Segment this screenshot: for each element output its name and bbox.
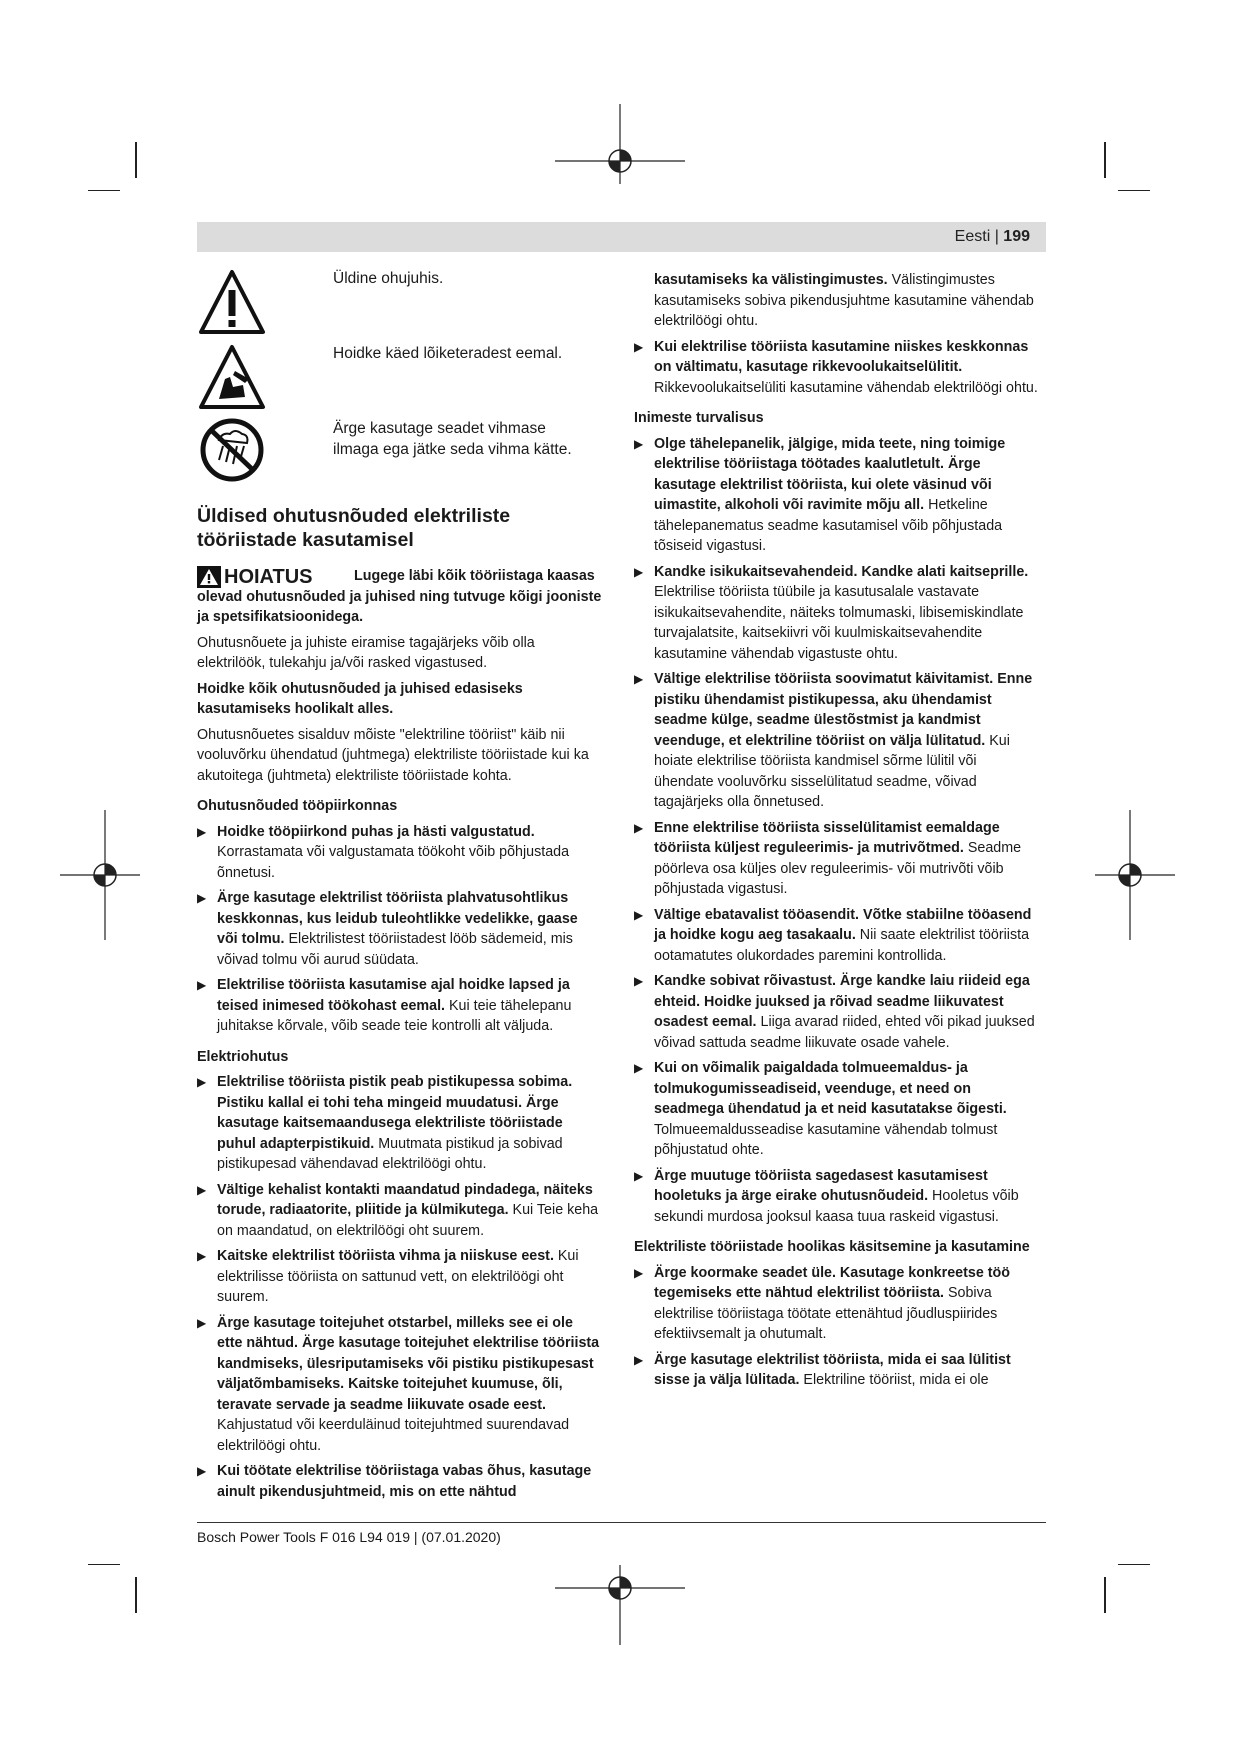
warning-block [197, 566, 602, 628]
bullet-arrow-icon: ▶ [634, 339, 644, 354]
subheading: Ohutusnõuded tööpiirkonnas [197, 798, 398, 814]
bullet-item [634, 337, 1039, 399]
bullet-item [634, 971, 1039, 1053]
bullet-arrow-icon: ▶ [197, 1182, 207, 1197]
symbol-text: Üldine ohujuhis. [333, 270, 444, 287]
bullet-text: Tolmueemaldusseadise kasutamine vähendab tolmust põhjustatud ohte. [654, 1121, 998, 1158]
right-column [634, 270, 1039, 1396]
bullet-text: Kui elektrilisse tööriista on sattunud vett, on elektrilöögi oht suurem. [217, 1248, 579, 1305]
bullet-text: Elektrilise tööriista tüübile ja kasutusalale vastavate isikukaitsevahendite, näiteks tolmumaski, libisemiskindlate turvajalatsite, kaitsekiivri või kuulmiskaitsevahendite kasutamine vähendab vigastuste ohtu. [654, 584, 1024, 662]
bullet-text: Hooletus võib sekundi murdosa jooksul kaasa tuua raskeid vigastusi. [654, 1188, 1019, 1225]
bullet-bold: Olge tähelepanelik, jälgige, mida teete, ning toimige elektrilise tööriistaga töötades kaalutletult. Ärge kasutage elektrilist tööriista, kui olete väsinud või uimastite, alkoholi või ravimite mõju all. [654, 435, 1006, 513]
bullet-bold: Kandke isikukaitsevahendeid. Kandke alati kaitseprille. [654, 563, 1029, 580]
bullet-text: Elektriline tööriist, mida ei ole [799, 1372, 989, 1388]
crop-mark [1118, 1564, 1150, 1565]
bullet-item [197, 888, 602, 970]
bullet-item [197, 1246, 602, 1308]
crop-mark [88, 1564, 120, 1565]
bullet-bold: Vältige kehalist kontakti maandatud pindadega, näiteks torude, radiaatorite, pliitide ja külmikutega. [217, 1181, 593, 1218]
bullet-arrow-icon: ▶ [197, 1464, 207, 1478]
bullet-text: Korrastamata või valgustamata töökoht võib põhjustada õnnetusi. [217, 844, 570, 881]
bullet-list [634, 1263, 1039, 1391]
bullet-item [634, 1166, 1039, 1228]
bullet-bold: Kandke sobivat rõivastust. Ärge kandke laiu riideid ega ehteid. Hoidke juuksed ja rõivad seadme liikuvatest osadest eemal. [654, 973, 1030, 1030]
symbol-text: Hoidke käed lõiketeradest eemal. [333, 345, 563, 362]
bullet-item [634, 669, 1039, 813]
bullet-bold: Hoidke tööpiirkond puhas ja hästi valgustatud. [217, 823, 535, 840]
bullet-list [634, 434, 1039, 1228]
bullet-arrow-icon: ▶ [634, 974, 644, 988]
bullet-text: Muutmata pistikud ja sobivad pistikupesad vähendavad elektrilöögi ohtu. [217, 1135, 563, 1172]
bullet-text: Elektrilistest tööriistadest lööb sädemeid, mis võivad tolmu või aurud süüdata. [217, 931, 573, 968]
bullet-list [197, 1072, 602, 1502]
bullet-item [197, 822, 602, 884]
bullet-item [634, 434, 1039, 557]
bullet-item [197, 1180, 602, 1242]
registration-mark-icon [555, 1565, 685, 1645]
bullet-bold: Vältige elektrilise tööriista soovimatut käivitamist. Enne pistiku ühendamist pistikupessa, aku ühendamist seadme külge, seadme ülestõstmist ja kandmist veenduge, et elektriline tööriist on välja lülitatud. [654, 671, 1033, 749]
bullet-text: Hetkeline tähelepanematus seadme kasutamisel võib põhjustada tõsiseid vigastusi. [654, 497, 1003, 554]
bullet-item [197, 1072, 602, 1175]
footer-text: Bosch Power Tools F 016 L94 019 | (07.01.2020) [197, 1529, 501, 1545]
page-header [197, 222, 1046, 252]
registration-mark-icon [1095, 810, 1175, 940]
crop-mark [88, 190, 120, 191]
bullet-item [197, 1461, 602, 1502]
bullet-text: Kui teie tähelepanu juhitakse kõrvale, võib seade teie kontrolli alt väljuda. [217, 997, 572, 1034]
bullet-arrow-icon: ▶ [197, 1315, 207, 1330]
bullet-arrow-icon: ▶ [634, 1061, 644, 1075]
bullet-arrow-icon: ▶ [197, 1249, 207, 1263]
paragraph: Ohutusnõuete ja juhiste eiramise tagajärjeks võib olla elektrilöök, tulekahju ja/või rasked vigastused. [197, 634, 535, 671]
bullet-text: Kahjustatud või keerduläinud toitejuhtmed suurendavad elektrilöögi ohtu. [217, 1417, 570, 1454]
bullet-arrow-icon: ▶ [634, 907, 644, 922]
bullet-item [634, 1263, 1039, 1345]
bullet-text: Seadme pöörleva osa küljes olev reguleerimis- või mutrivõti võib põhjustada vigastusi. [654, 840, 1022, 897]
warning-triangle-icon [197, 268, 267, 336]
subheading: Elektriohutus [197, 1048, 289, 1065]
header-separator: | [990, 228, 1004, 245]
bullet-bold: Ärge kasutage elektrilist tööriista, mida ei saa lülitist sisse ja välja lülitada. [654, 1351, 1011, 1388]
bullet-arrow-icon: ▶ [197, 978, 207, 992]
bullet-bold: Enne elektrilise tööriista sisselülitamist eemaldage tööriista küljest reguleerimis- ja mutrivõtmed. [654, 819, 1000, 856]
registration-mark-icon [555, 104, 685, 184]
bullet-bold: Ärge kasutage toitejuhet otstarbel, milleks see ei ole ette nähtud. Ärge kasutage toitejuhet elektrilise tööriista kandmiseks, ülesriputamiseks või pistiku pistikupesast väljatõmbamiseks. Kaitske toitejuhet kuumuse, õli, teravate servade ja seadme liikuvate osade eest. [217, 1314, 600, 1413]
crop-mark [1104, 1577, 1106, 1613]
symbol-text: Ärge kasutage seadet vihmase ilmaga ega jätke seda vihma kätte. [333, 420, 572, 458]
registration-mark-icon [60, 810, 140, 940]
header-text [955, 228, 1030, 246]
header-section: Eesti [954, 228, 991, 245]
bullet-list [634, 337, 1039, 399]
bullet-bold: kasutamiseks ka välistingimustes. [654, 272, 888, 288]
warning-label [197, 566, 313, 588]
bullet-text: Sobiva elektrilise tööriistaga töötate ettenähtud jõudluspiirides efektiivsemalt ja ohutumalt. [654, 1285, 998, 1342]
bullet-arrow-icon: ▶ [634, 564, 644, 579]
bullet-text: Välistingimustes kasutamiseks sobiva pikendusjuhtme kasutamine vähendab elektrilöögi ohtu. [654, 272, 1034, 329]
no-rain-icon [197, 416, 267, 484]
warning-intro: Lugege läbi kõik tööriistaga kaasas olevad ohutusnõuded ja juhised ning tutvuge kõigi jooniste ja spetsifikatsioonidega. [197, 568, 602, 625]
bullet-arrow-icon: ▶ [197, 891, 207, 905]
crop-mark [135, 1577, 137, 1613]
warning-sign-icon [197, 566, 221, 588]
bullet-arrow-icon: ▶ [634, 1168, 644, 1183]
bullet-item [634, 1058, 1039, 1161]
bullet-text: Rikkevoolukaitselüliti kasutamine vähendab elektrilöögi ohtu. [654, 379, 1038, 396]
bullet-text: Kui hoiate elektrilise tööriista kandmisel sõrme lülitil või ühendate vooluvõrku sisselülitatud seadme, võivad tagajärjeks olla õnnetused. [654, 732, 1010, 810]
crop-mark [1104, 142, 1106, 178]
continued-item [634, 270, 1039, 332]
bullet-arrow-icon: ▶ [197, 1075, 207, 1089]
paragraph-bold: Hoidke kõik ohutusnõuded ja juhised edasiseks kasutamiseks hoolikalt alles. [197, 680, 523, 717]
bullet-item [634, 818, 1039, 900]
warning-label-text: HOIATUS [224, 565, 313, 588]
bullet-item [634, 562, 1039, 665]
bullet-text: Liiga avarad riided, ehted või pikad juuksed võivad sattuda seadme liikuvate osade vahele. [654, 1014, 1035, 1051]
page-number: 199 [1003, 228, 1030, 245]
bullet-bold: Kui elektrilise tööriista kasutamine niiskes keskkonnas on vältimatu, kasutage rikkevoolukaitselülitit. [654, 338, 1029, 375]
footer-rule [197, 1522, 1046, 1523]
bullet-bold: Kui on võimalik paigaldada tolmueemaldus- ja tolmukogumisseadiseid, veenduge, et need on seadmega ühendatud ja et neid kasutatakse õigesti. [654, 1060, 1007, 1117]
bullet-text: Kui Teie keha on maandatud, on elektrilöögi oht suurem. [217, 1202, 599, 1239]
bullet-text: Nii saate elektrilist tööriista ootamatutes olukordades paremini kontrollida. [654, 927, 1030, 964]
bullet-item [634, 905, 1039, 967]
bullet-arrow-icon: ▶ [634, 1352, 644, 1367]
subheading: Elektriliste tööriistade hoolikas käsitsemine ja kasutamine [634, 1239, 1030, 1255]
bullet-bold: Ärge muutuge tööriista sagedasest kasutamisest hooletuks ja ärge eirake ohutusnõudeid. [654, 1167, 988, 1204]
left-column [197, 504, 602, 1507]
bullet-arrow-icon: ▶ [634, 436, 644, 451]
crop-mark [1118, 190, 1150, 191]
bullet-bold: Elektrilise tööriista pistik peab pistikupessa sobima. Pistiku kallal ei tohi teha mingeid muudatusi. Ärge kasutage kaitsemaandusega elektriliste tööriistade puhul adapterpistikuid. [217, 1074, 573, 1152]
bullet-arrow-icon: ▶ [197, 824, 207, 839]
bullet-list [197, 822, 602, 1037]
bullet-arrow-icon: ▶ [634, 820, 644, 835]
crop-mark [135, 142, 137, 178]
bullet-item [197, 1313, 602, 1457]
bullet-bold: Kui töötate elektrilise tööriistaga vabas õhus, kasutage ainult pikendusjuhtmeid, mis on ette nähtud [217, 1463, 592, 1500]
subheading: Inimeste turvalisus [634, 410, 764, 426]
bullet-bold: Ärge kasutage elektrilist tööriista plahvatusohtlikus keskkonnas, kus leidub tuleohtlikke vedelikke, gaase või tolmu. [217, 890, 578, 947]
bullet-item [197, 975, 602, 1037]
paragraph: Ohutusnõuetes sisalduv mõiste "elektriline tööriist" käib nii vooluvõrku ühendatud (juhtmega) elektriliste tööriistade kui ka akutoitega (juhtmeta) elektriliste tööriistade kohta. [197, 726, 589, 784]
bullet-bold: Ärge koormake seadet üle. Kasutage konkreetse töö tegemiseks ette nähtud elektrilist tööriista. [654, 1264, 1010, 1301]
section-title: Üldised ohutusnõuded elektriliste tööriistade kasutamisel [197, 505, 511, 551]
bullet-bold: Elektrilise tööriista kasutamise ajal hoidke lapsed ja teised inimesed töökohast eemal. [217, 977, 570, 1014]
bullet-item [634, 1350, 1039, 1391]
bullet-arrow-icon: ▶ [634, 672, 644, 686]
bullet-bold: Vältige ebatavalist tööasendit. Võtke stabiilne tööasend ja hoidke kogu aeg tasakaalu. [654, 906, 1032, 943]
bullet-bold: Kaitske elektrilist tööriista vihma ja niiskuse eest. [217, 1248, 554, 1264]
hand-blade-warning-icon [197, 343, 267, 411]
bullet-arrow-icon: ▶ [634, 1265, 644, 1280]
